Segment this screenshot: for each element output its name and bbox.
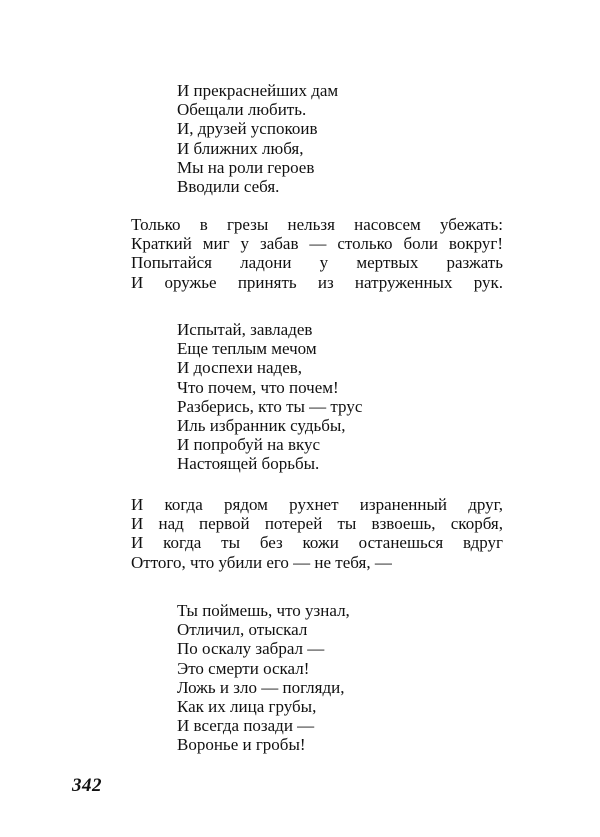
verse-line: И когда рядом рухнет израненный друг, [131, 495, 503, 514]
verse-line: Ты поймешь, что узнал, [177, 601, 350, 620]
verse-line: Это смерти оскал! [177, 658, 310, 678]
verse-line: И над первой потерей ты взвоешь, скорбя, [131, 514, 503, 534]
verse-line: И прекраснейших дам [177, 81, 339, 100]
verse-line: И доспехи надев, [177, 358, 303, 378]
stanza-1 [177, 81, 338, 196]
verse-line: Оттого, что убили его — не тебя, — [131, 552, 392, 572]
verse-line: И оружье принять из натруженных рук. [131, 272, 503, 292]
verse-line: Еще теплым мечом [177, 339, 317, 359]
stanza-4 [131, 495, 503, 572]
stanza-2 [131, 215, 503, 292]
verse-line: Что почем, что почем! [177, 377, 339, 397]
verse-line: Краткий миг у забав — столько боли вокруг! [131, 234, 503, 254]
verse-line: И всегда позади — [177, 716, 315, 736]
verse-line: Отличил, отыскал [177, 620, 308, 640]
verse-line: Как их лица грубы, [177, 696, 317, 716]
verse-line: Только в грезы нельзя насовсем убежать: [131, 215, 503, 234]
verse-line: По оскалу забрал — [177, 639, 325, 659]
verse-line: Испытай, завладев [177, 320, 313, 339]
verse-line: Иль избранник судьбы, [177, 415, 346, 435]
verse-line: Попытайся ладони у мертвых разжать [131, 253, 503, 273]
verse-line: Вводили себя. [177, 176, 280, 196]
verse-line: И, друзей успокоив [177, 119, 318, 139]
verse-line: Обещали любить. [177, 100, 307, 120]
verse-line: Разберись, кто ты — трус [177, 396, 363, 416]
verse-line: Воронье и гробы! [177, 735, 306, 755]
verse-line: И ближних любя, [177, 138, 304, 158]
verse-line: И когда ты без кожи останешься вдруг [131, 533, 503, 553]
page-number: 342 [72, 775, 102, 796]
verse-line: Ложь и зло — погляди, [177, 677, 345, 697]
verse-line: Мы на роли героев [177, 157, 315, 177]
verse-line: Настоящей борьбы. [177, 454, 320, 474]
stanza-3 [177, 320, 362, 474]
verse-line: И попробуй на вкус [177, 435, 321, 455]
stanza-5 [177, 601, 350, 755]
